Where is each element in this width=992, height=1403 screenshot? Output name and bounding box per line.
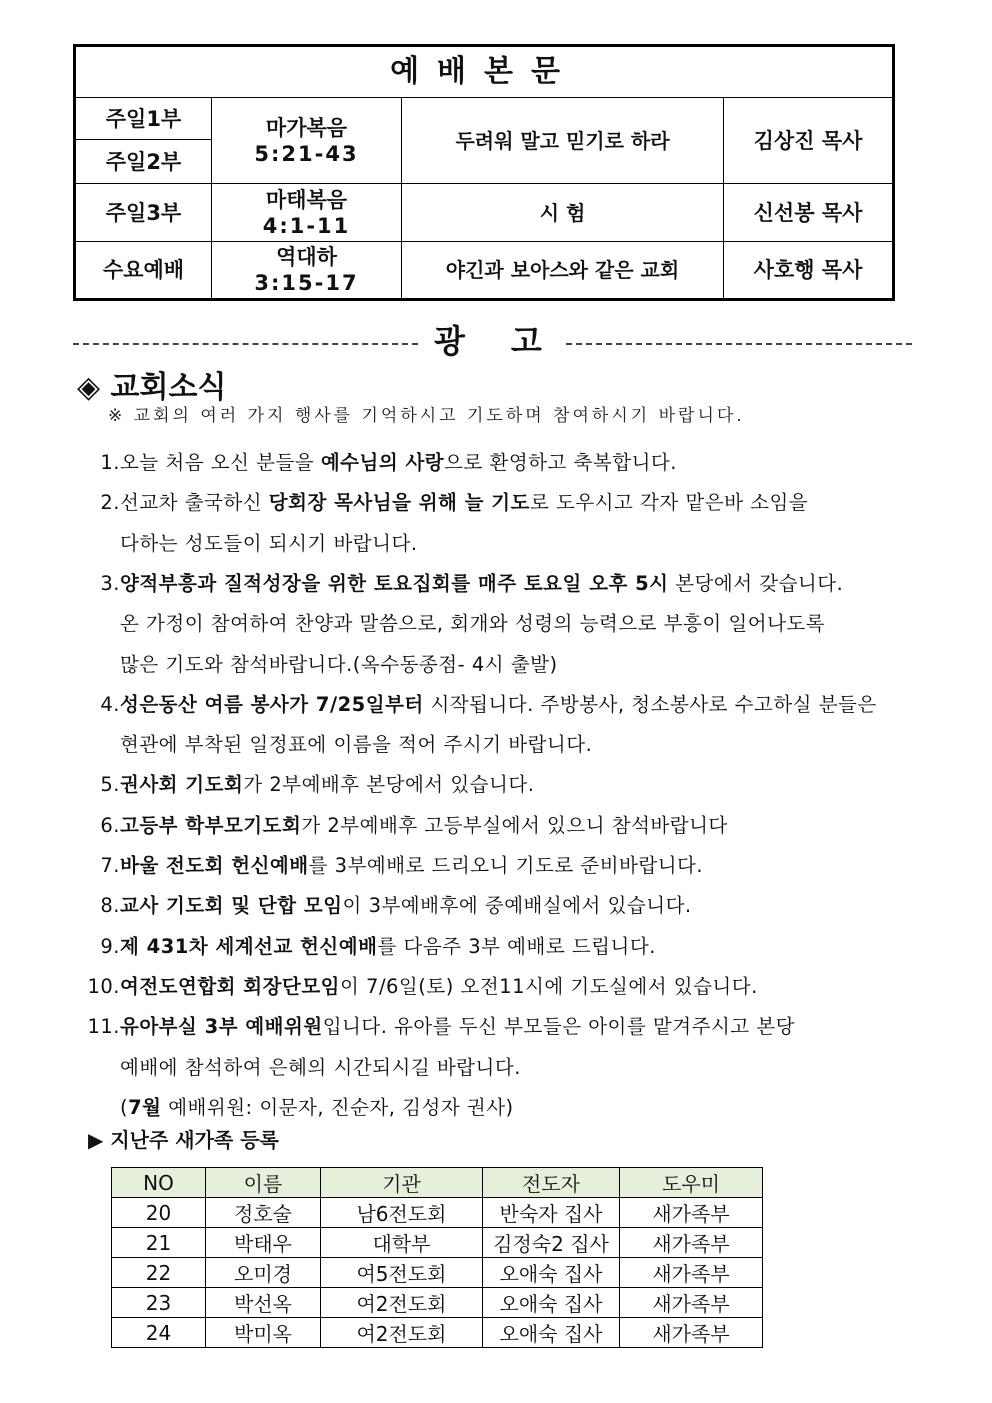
- announcement-number: 1.: [100, 451, 120, 474]
- announcement-number: 6.: [100, 813, 120, 837]
- new-family-table: [111, 1167, 763, 1348]
- highlight-text: 양적부흥과 질적성장을 위한 토요집회를 매주 토요일 오후 5시: [120, 571, 669, 595]
- service-wednesday: 수요예배: [75, 242, 212, 300]
- announcement-item-4-line-2: 현관에 부착된 일정표에 이름을 적어 주시기 바랍니다.: [120, 733, 593, 757]
- column-header: 이름: [206, 1168, 321, 1198]
- announcement-item-3-line-2: 온 가정이 참여하여 찬양과 말씀으로, 회개와 성령의 능력으로 부흥이 일어나도록: [120, 612, 826, 636]
- announcement-item-7-line-1: 7.바울 전도회 헌신예배를 3부예배로 드리오니 기도로 준비바랍니다.: [84, 853, 703, 879]
- announcement-item-8-line-1: 8.교사 기도회 및 단합 모임이 3부예배후에 중예배실에서 있습니다.: [84, 893, 692, 919]
- highlight-text: 교사 기도회 및 단합 모임: [120, 894, 343, 918]
- table-row: [112, 1288, 763, 1318]
- table-cell: 대학부: [321, 1228, 483, 1258]
- announcement-title: 광고: [434, 322, 588, 360]
- announcement-item-5-line-1: 5.권사회 기도회가 2부예배후 본당에서 있습니다.: [84, 772, 534, 798]
- sermon-sunday3: 시 험: [402, 184, 724, 242]
- scripture-wednesday: 역대하 3:15-17: [212, 242, 402, 300]
- announcement-item-11-line-2: 예배에 참석하여 은혜의 시간되시길 바랍니다.: [120, 1055, 521, 1079]
- highlight-text: 7월: [128, 1095, 162, 1119]
- announcement-item-11-line-3: (7월 예배위원: 이문자, 진순자, 김성자 권사): [120, 1095, 514, 1119]
- preacher-sunday12: 김상진 목사: [724, 98, 894, 184]
- divider-right: [566, 343, 912, 345]
- highlight-text: 여전도연합회 회장단모임: [120, 974, 340, 998]
- highlight-text: 제 431차 세계선교 헌신예배: [120, 934, 378, 958]
- table-cell: 새가족부: [620, 1258, 763, 1288]
- announcement-item-9-line-1: 9.제 431차 세계선교 헌신예배를 다음주 3부 예배로 드립니다.: [84, 934, 656, 960]
- scripture-sunday3: 마태복음 4:1-11: [212, 184, 402, 242]
- highlight-text: 고등부 학부모기도회: [120, 813, 302, 837]
- table-row: [112, 1318, 763, 1348]
- worship-table: [73, 44, 895, 301]
- announcement-item-3-line-3: 많은 기도와 참석바랍니다.(옥수동종점- 4시 출발): [120, 652, 558, 676]
- table-cell: 24: [112, 1318, 206, 1348]
- table-cell: 23: [112, 1288, 206, 1318]
- table-row: [112, 1258, 763, 1288]
- table-cell: 박태우: [206, 1228, 321, 1258]
- announcement-item-1-line-1: 1.오늘 처음 오신 분들을 예수님의 사랑으로 환영하고 축복합니다.: [84, 450, 677, 476]
- highlight-text: 예수님의 사랑: [320, 451, 445, 474]
- table-cell: 여2전도회: [321, 1288, 483, 1318]
- divider-left: [73, 343, 418, 345]
- new-family-header-row: [112, 1168, 763, 1198]
- announcement-number: 7.: [100, 854, 120, 877]
- preacher-sunday3: 신선봉 목사: [724, 184, 894, 242]
- announcement-number: 8.: [100, 894, 120, 918]
- table-cell: 새가족부: [620, 1318, 763, 1348]
- highlight-text: 성은동산 여름 봉사가 7/25일부터: [120, 692, 424, 716]
- preacher-wednesday: 사호행 목사: [724, 242, 894, 300]
- announcement-number: 11.: [87, 1015, 120, 1039]
- table-cell: 여5전도회: [321, 1258, 483, 1288]
- table-row: [112, 1198, 763, 1228]
- sermon-wednesday: 야긴과 보아스와 같은 교회: [402, 242, 724, 300]
- highlight-text: 유아부실 3부 예배위원: [120, 1015, 323, 1039]
- announcement-item-3-line-1: 3.양적부흥과 질적성장을 위한 토요집회를 매주 토요일 오후 5시 본당에서 갖습니다.: [84, 571, 843, 597]
- table-cell: 반숙자 집사: [483, 1198, 620, 1228]
- church-news-title: ◈ 교회소식: [77, 370, 227, 405]
- announcement-number: 4.: [100, 692, 120, 716]
- announcement-number: 3.: [100, 571, 120, 595]
- table-cell: 오미경: [206, 1258, 321, 1288]
- table-cell: 박선옥: [206, 1288, 321, 1318]
- highlight-text: 당회장 목사님을 위해 늘 기도: [268, 491, 530, 515]
- column-header: 도우미: [620, 1168, 763, 1198]
- sermon-sunday12: 두려워 말고 믿기로 하라: [402, 98, 724, 184]
- announcement-item-4-line-1: 4.성은동산 여름 봉사가 7/25일부터 시작됩니다. 주방봉사, 청소봉사로 수고하실 분들은: [84, 692, 877, 718]
- announcement-item-10-line-1: 10.여전도연합회 회장단모임이 7/6일(토) 오전11시에 기도실에서 있습니다.: [72, 974, 758, 1000]
- scripture-sunday12: 마가복음 5:21-43: [212, 98, 402, 184]
- table-cell: 정호술: [206, 1198, 321, 1228]
- announcement-item-2-line-1: 2.선교차 출국하신 당회장 목사님을 위해 늘 기도로 도우시고 각자 맡은바 소임을: [84, 490, 808, 516]
- table-cell: 새가족부: [620, 1228, 763, 1258]
- announcement-item-6-line-1: 6.고등부 학부모기도회가 2부예배후 고등부실에서 있으니 참석바랍니다: [84, 813, 728, 839]
- announcement-item-2-line-2: 다하는 성도들이 되시기 바랍니다.: [120, 531, 418, 555]
- column-header: 전도자: [483, 1168, 620, 1198]
- highlight-text: 바울 전도회 헌신예배: [120, 854, 309, 877]
- table-row: [112, 1228, 763, 1258]
- table-cell: 22: [112, 1258, 206, 1288]
- announcement-number: 2.: [100, 491, 120, 515]
- table-cell: 박미옥: [206, 1318, 321, 1348]
- table-cell: 20: [112, 1198, 206, 1228]
- service-sunday2: 주일2부: [75, 140, 212, 184]
- announcement-number: 9.: [100, 934, 120, 958]
- announcement-number: 5.: [100, 773, 120, 797]
- new-family-title: ▶ 지난주 새가족 등록: [88, 1128, 279, 1152]
- worship-title: 예배본문: [75, 46, 894, 98]
- table-cell: 여2전도회: [321, 1318, 483, 1348]
- table-cell: 새가족부: [620, 1288, 763, 1318]
- announcement-item-11-line-1: 11.유아부실 3부 예배위원입니다. 유아를 두신 부모들은 아이를 맡겨주시고 본당: [72, 1014, 795, 1040]
- table-cell: 김정숙2 집사: [483, 1228, 620, 1258]
- announcement-number: 10.: [87, 974, 120, 998]
- highlight-text: 권사회 기도회: [120, 773, 244, 797]
- table-cell: 21: [112, 1228, 206, 1258]
- table-cell: 오애숙 집사: [483, 1318, 620, 1348]
- table-cell: 오애숙 집사: [483, 1258, 620, 1288]
- church-news-note: ※ 교회의 여러 가지 행사를 기억하시고 기도하며 참여하시기 바랍니다.: [108, 406, 745, 426]
- table-cell: 새가족부: [620, 1198, 763, 1228]
- table-cell: 남6전도회: [321, 1198, 483, 1228]
- service-sunday3: 주일3부: [75, 184, 212, 242]
- column-header: 기관: [321, 1168, 483, 1198]
- column-header: NO: [112, 1168, 206, 1198]
- service-sunday1: 주일1부: [75, 98, 212, 140]
- table-cell: 오애숙 집사: [483, 1288, 620, 1318]
